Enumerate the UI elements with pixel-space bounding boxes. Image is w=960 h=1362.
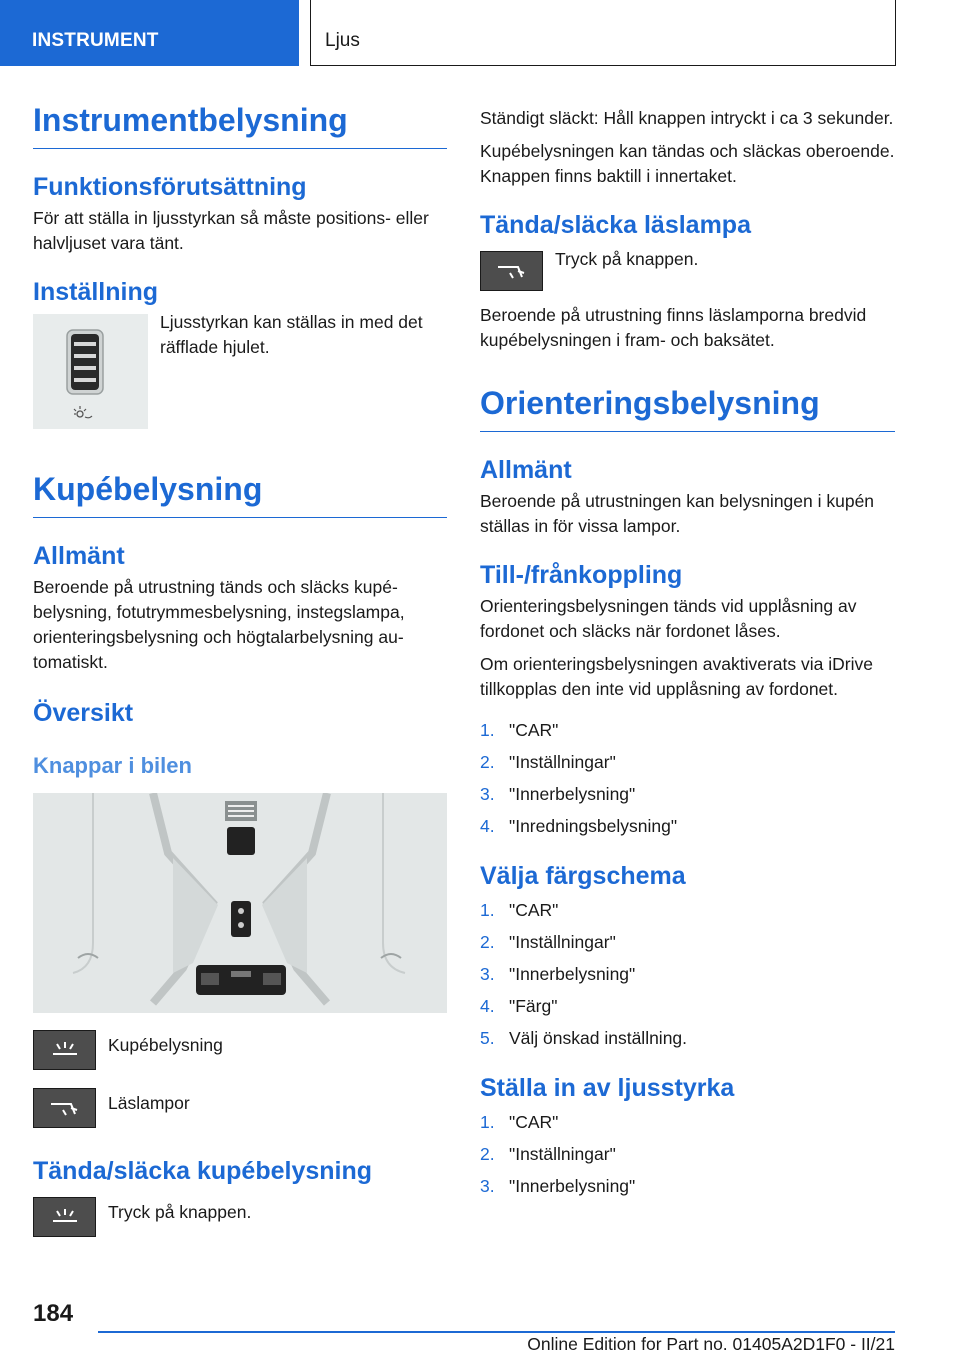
requirement-text: För att ställa in ljusstyrkan så måste positions- eller halvljuset vara tänt. <box>33 208 429 253</box>
orientation-general-heading: Allmänt <box>480 456 572 484</box>
interior-light-label: Kupébelysning <box>108 1035 223 1055</box>
general-text: Beroende på utrustning tänds och släcks kupébelysning, fotutrymmesbelysning, instegslampa, orienteringsbelysning och högtalarbelysning automatiskt. <box>33 577 405 672</box>
reading-light-button-icon-2 <box>480 251 543 291</box>
list-item: 2. "Inställningar" <box>480 932 616 952</box>
chapter-box <box>310 0 896 66</box>
on-off-text-2: Om orienteringsbelysningen avaktiverats via iDrive tillkopplas den inte vid upplåsning av fordonet. <box>480 654 873 699</box>
reading-light-label: Läslampor <box>108 1093 190 1113</box>
reading-light-heading: Tända/släcka läslampa <box>480 211 751 239</box>
list-item: 3. "Innerbelysning" <box>480 784 636 804</box>
color-scheme-heading: Välja färgschema <box>480 862 686 890</box>
color-scheme-steps <box>480 894 895 1054</box>
setting-heading: Inställning <box>33 278 158 306</box>
interior-lighting-title: Kupébelysning <box>33 469 447 518</box>
edition-text: Online Edition for Part no. 01405A2D1F0 - II/21 <box>527 1334 895 1354</box>
interior-light-button-icon <box>33 1030 96 1070</box>
footer-divider <box>98 1331 895 1333</box>
chapter-label: Ljus <box>325 30 360 51</box>
always-off-text: Ständigt släckt: Håll knappen intryckt i ca 3 sekunder. <box>480 108 894 128</box>
setting-text: Ljusstyrkan kan ställas in med det räfflade hjulet. <box>160 312 423 357</box>
section-tab <box>0 0 299 66</box>
general-heading: Allmänt <box>33 542 125 570</box>
switch-text: Kupébelysningen kan tändas och släckas oberoende. Knappen finns baktill i innertaket. <box>480 141 895 186</box>
right-column <box>480 106 895 1202</box>
list-item: 4. "Inredningsbelysning" <box>480 816 678 836</box>
list-item: 2. "Inställningar" <box>480 1144 616 1164</box>
list-item: 1. "CAR" <box>480 1112 559 1132</box>
roof-console-image <box>33 793 447 1013</box>
orientation-lighting-title: Orienteringsbelysning <box>480 383 895 432</box>
brightness-steps <box>480 1106 895 1202</box>
list-item: 3. "Innerbelysning" <box>480 964 636 984</box>
list-item: 1. "CAR" <box>480 720 559 740</box>
instrument-lighting-title: Instrumentbelysning <box>33 100 447 149</box>
toggle-interior-text: Tryck på knappen. <box>108 1202 252 1222</box>
reading-light-button-icon <box>33 1088 96 1128</box>
left-column <box>33 100 447 1237</box>
on-off-heading: Till-/frånkoppling <box>480 561 683 589</box>
toggle-interior-heading: Tända/släcka kupébelysning <box>33 1157 373 1185</box>
reading-light-press-text: Tryck på knappen. <box>555 249 699 269</box>
list-item: 5. Välj önskad inställning. <box>480 1028 688 1048</box>
interior-light-button-icon-2 <box>33 1197 96 1237</box>
requirement-heading: Funktionsförutsättning <box>33 173 307 201</box>
list-item: 2. "Inställningar" <box>480 752 616 772</box>
reading-light-text: Beroende på utrustning finns läslamporna bredvid kupébelysningen i fram- och baksätet. <box>480 305 867 350</box>
list-item: 4. "Färg" <box>480 996 558 1016</box>
list-item: 1. "CAR" <box>480 900 559 920</box>
section-label: INSTRUMENT <box>32 30 159 51</box>
on-off-steps <box>480 714 895 842</box>
on-off-text-1: Orienteringsbelysningen tänds vid upplåsning av fordonet och släcks när fordonet låses. <box>480 596 857 641</box>
list-item: 3. "Innerbelysning" <box>480 1176 636 1196</box>
brightness-heading: Ställa in av ljusstyrka <box>480 1074 735 1102</box>
orientation-general-text: Beroende på utrustningen kan belysningen i kupén ställas in för vissa lampor. <box>480 491 875 536</box>
dimmer-wheel-image <box>33 314 148 429</box>
page-number: 184 <box>33 1300 74 1327</box>
overview-heading: Översikt <box>33 699 134 727</box>
buttons-heading: Knappar i bilen <box>33 753 192 778</box>
